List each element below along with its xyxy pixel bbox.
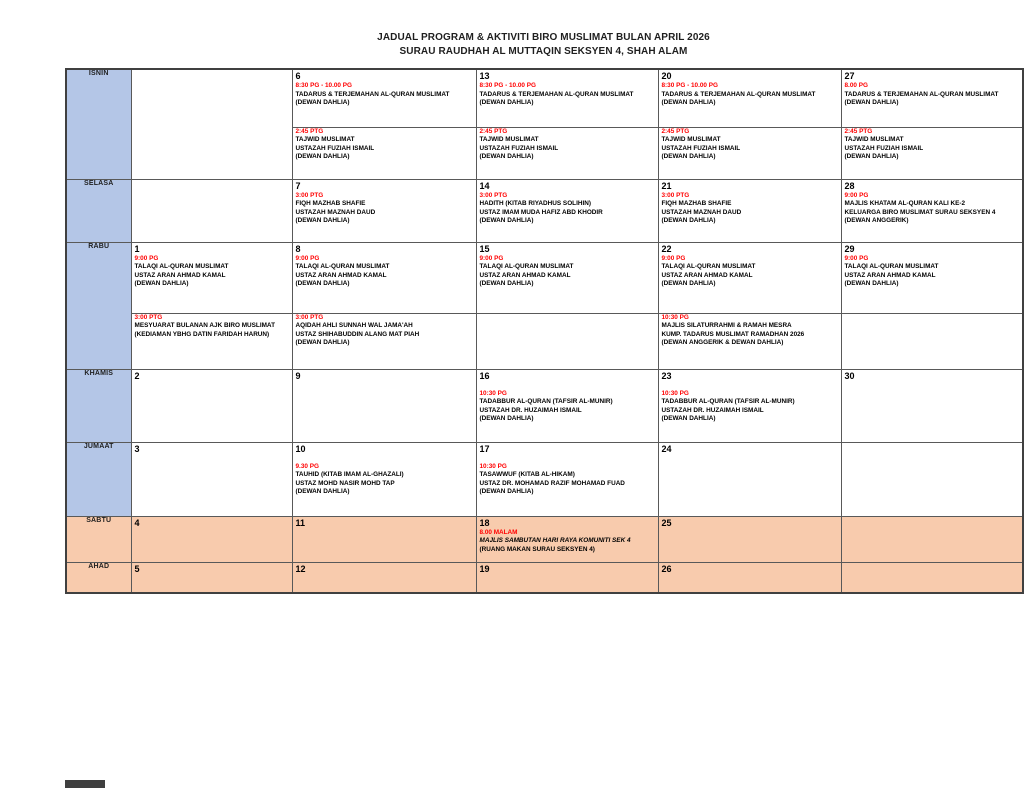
date-number: 14 — [479, 180, 490, 191]
date-number: 1 — [134, 243, 140, 254]
event-text-line: (DEWAN DAHLIA) — [479, 488, 534, 496]
event-text-line: MAJLIS SILATURRAHMI & RAMAH MESRA — [661, 322, 792, 330]
calendar-cell — [476, 562, 658, 593]
event-text-line: TALAQI AL-QURAN MUSLIMAT — [295, 263, 390, 271]
calendar-cell — [476, 242, 658, 313]
event-text-line: USTAZ DR. MOHAMAD RAZIF MOHAMAD FUAD — [479, 479, 625, 487]
event-time: 3:00 PTG — [134, 313, 163, 321]
calendar-cell — [292, 242, 476, 313]
event-time: 10:30 PG — [661, 389, 689, 397]
date-number: 21 — [661, 180, 672, 191]
event-text-line: (DEWAN DAHLIA) — [844, 99, 899, 107]
event-text-line: KELUARGA BIRO MUSLIMAT SURAU SEKSYEN 4 — [844, 208, 996, 216]
event-text-line: USTAZ MOHD NASIR MOHD TAP — [295, 479, 395, 487]
date-number: 23 — [661, 370, 672, 381]
event-text-line: (DEWAN DAHLIA) — [661, 217, 716, 225]
event-text-line: TAJWID MUSLIMAT — [844, 136, 904, 144]
date-number: 12 — [295, 563, 306, 574]
date-number: 3 — [134, 443, 140, 454]
event-text-line: TADARUS & TERJEMAHAN AL-QURAN MUSLIMAT — [844, 90, 999, 98]
event-text-line: USTAZAH MAZNAH DAUD — [295, 208, 376, 216]
calendar-cell — [658, 313, 841, 369]
date-number: 13 — [479, 71, 490, 81]
date-number: 11 — [295, 517, 306, 528]
calendar-cell — [131, 69, 292, 179]
date-number: 24 — [661, 443, 672, 454]
event-text-line: (DEWAN DAHLIA) — [479, 415, 534, 423]
event-time: 3:00 PTG — [295, 313, 324, 321]
event-block — [662, 314, 838, 348]
date-number: 18 — [479, 517, 490, 528]
event-text-line: (DEWAN DAHLIA) — [134, 280, 189, 288]
event-time: 2:45 PTG — [661, 127, 690, 135]
event-text-line: (DEWAN DAHLIA) — [844, 280, 899, 288]
event-text-line: (DEWAN DAHLIA) — [295, 99, 350, 107]
calendar-cell — [131, 179, 292, 242]
event-text-line: (DEWAN DAHLIA) — [661, 280, 716, 288]
bottom-edge-artifact — [65, 780, 105, 788]
date-number: 15 — [479, 243, 490, 254]
event-block — [845, 82, 1020, 108]
event-block — [480, 463, 655, 497]
event-block — [662, 82, 838, 108]
event-text-line: FIQH MAZHAB SHAFIE — [661, 200, 732, 208]
date-number: 17 — [479, 443, 490, 454]
event-block — [662, 128, 838, 162]
event-text-line: (DEWAN DAHLIA) — [479, 99, 534, 107]
event-block — [480, 529, 655, 555]
event-text-line: (DEWAN DAHLIA) — [295, 280, 350, 288]
date-number: 20 — [661, 71, 672, 81]
event-text-line: KUMP. TADARUS MUSLIMAT RAMADHAN 2026 — [661, 330, 805, 338]
event-text-line: HADITH (KITAB RIYADHUS SOLIHIN) — [479, 200, 591, 208]
event-time: 3:00 PTG — [479, 191, 508, 199]
date-number: 2 — [134, 370, 140, 381]
date-number: 30 — [844, 370, 855, 381]
event-time: 8:30 PG - 10.00 PG — [479, 82, 536, 89]
event-text-line: USTAZ SHIHABUDDIN ALANG MAT PIAH — [295, 330, 420, 338]
event-text-line: (DEWAN DAHLIA) — [479, 153, 534, 161]
calendar-cell — [476, 179, 658, 242]
calendar-cell — [292, 313, 476, 369]
calendar-cell — [658, 69, 841, 127]
calendar-cell — [658, 562, 841, 593]
event-time: 9:00 PG — [661, 254, 686, 262]
calendar-cell — [292, 516, 476, 562]
event-text-line: (DEWAN DAHLIA) — [479, 280, 534, 288]
calendar-cell — [292, 369, 476, 442]
event-block — [662, 390, 838, 424]
event-text-line: TAJWID MUSLIMAT — [479, 136, 539, 144]
title-line-2: SURAU RAUDHAH AL MUTTAQIN SEKSYEN 4, SHAH ALAM — [399, 45, 688, 57]
date-number: 26 — [661, 563, 672, 574]
event-time: 2:45 PTG — [295, 127, 324, 135]
title-line-1: JADUAL PROGRAM & AKTIVITI BIRO MUSLIMAT BULAN APRIL 2026 — [377, 32, 710, 43]
event-text-line: USTAZAH MAZNAH DAUD — [661, 208, 742, 216]
calendar-cell — [658, 369, 841, 442]
event-text-line: TAJWID MUSLIMAT — [661, 136, 721, 144]
calendar-cell — [658, 242, 841, 313]
event-text-line: (DEWAN DAHLIA) — [295, 153, 350, 161]
event-text-line: TADABBUR AL-QURAN (TAFSIR AL-MUNIR) — [661, 398, 795, 406]
calendar-cell — [476, 127, 658, 179]
event-text-line: USTAZ ARAN AHMAD KAMAL — [844, 271, 936, 279]
calendar-cell — [658, 516, 841, 562]
day-label-sabtu: SABTU — [66, 516, 131, 562]
event-time: 9:00 PG — [134, 254, 159, 262]
event-block — [296, 128, 473, 162]
date-number: 6 — [295, 71, 301, 81]
event-time: 8:30 PG - 10.00 PG — [661, 82, 718, 89]
event-text-line: TADARUS & TERJEMAHAN AL-QURAN MUSLIMAT — [295, 90, 450, 98]
schedule-table — [65, 68, 1024, 594]
calendar-cell — [131, 369, 292, 442]
date-number: 25 — [661, 517, 672, 528]
event-block — [135, 314, 289, 340]
event-text-line: TASAWWUF (KITAB AL-HIKAM) — [479, 471, 575, 479]
calendar-cell — [658, 442, 841, 516]
event-text-line: (DEWAN DAHLIA) — [295, 488, 350, 496]
event-text-line: (DEWAN DAHLIA) — [295, 339, 350, 347]
event-text-line: MAJLIS KHATAM AL-QURAN KALI KE-2 — [844, 200, 966, 208]
calendar-cell — [131, 442, 292, 516]
date-number: 10 — [295, 443, 306, 454]
event-text-line: AQIDAH AHLI SUNNAH WAL JAMA'AH — [295, 322, 413, 330]
event-text-line: TAJWID MUSLIMAT — [295, 136, 355, 144]
event-block — [480, 390, 655, 424]
day-label-rabu: RABU — [66, 242, 131, 369]
day-label-selasa: SELASA — [66, 179, 131, 242]
day-label-isnin: ISNIN — [66, 69, 131, 179]
event-time: 3:00 PTG — [661, 191, 690, 199]
event-block — [662, 255, 838, 289]
event-time: 8.00 PG — [844, 82, 868, 89]
calendar-cell — [841, 369, 1023, 442]
calendar-cell — [841, 313, 1023, 369]
calendar-cell — [476, 369, 658, 442]
event-text-line: FIQH MAZHAB SHAFIE — [295, 200, 366, 208]
event-text-line: TALAQI AL-QURAN MUSLIMAT — [479, 263, 574, 271]
event-block — [480, 82, 655, 108]
day-label-jumaat: JUMAAT — [66, 442, 131, 516]
event-text-line: USTAZAH DR. HUZAIMAH ISMAIL — [479, 406, 582, 414]
calendar-cell — [841, 562, 1023, 593]
event-text-line: (DEWAN DAHLIA) — [479, 217, 534, 225]
date-number: 29 — [844, 243, 855, 254]
calendar-cell — [476, 516, 658, 562]
event-block — [296, 463, 473, 497]
calendar-cell — [476, 442, 658, 516]
event-text-line: USTAZAH FUZIAH ISMAIL — [479, 144, 559, 152]
event-block — [845, 128, 1020, 162]
calendar-cell — [131, 313, 292, 369]
event-text-line: MAJLIS SAMBUTAN HARI RAYA KOMUNITI SEK 4 — [479, 537, 631, 545]
calendar-cell — [292, 562, 476, 593]
calendar-cell — [292, 179, 476, 242]
date-number: 19 — [479, 563, 490, 574]
event-text-line: USTAZ ARAN AHMAD KAMAL — [661, 271, 753, 279]
event-time: 9:00 PG — [479, 254, 504, 262]
calendar-cell — [658, 179, 841, 242]
event-time: 10:30 PG — [661, 313, 689, 321]
calendar-cell — [476, 69, 658, 127]
event-block — [845, 192, 1020, 226]
calendar-cell — [841, 179, 1023, 242]
date-number: 5 — [134, 563, 140, 574]
date-number: 9 — [295, 370, 301, 381]
calendar-cell — [841, 442, 1023, 516]
event-text-line: USTAZAH FUZIAH ISMAIL — [295, 144, 375, 152]
event-block — [296, 82, 473, 108]
date-number: 16 — [479, 370, 490, 381]
event-text-line: TADARUS & TERJEMAHAN AL-QURAN MUSLIMAT — [479, 90, 634, 98]
calendar-cell — [658, 127, 841, 179]
calendar-cell — [841, 127, 1023, 179]
date-number: 27 — [844, 71, 855, 81]
calendar-cell — [131, 562, 292, 593]
event-text-line: MESYUARAT BULANAN AJK BIRO MUSLIMAT — [134, 322, 275, 330]
event-time: 2:45 PTG — [479, 127, 508, 135]
date-number: 8 — [295, 243, 301, 254]
event-time: 9:00 PG — [844, 191, 869, 199]
calendar-cell — [131, 516, 292, 562]
calendar-cell — [841, 516, 1023, 562]
day-label-ahad: AHAD — [66, 562, 131, 593]
event-block — [135, 255, 289, 289]
event-text-line: (DEWAN DAHLIA) — [661, 415, 716, 423]
event-text-line: (KEDIAMAN YBHG DATIN FARIDAH HARUN) — [134, 330, 270, 338]
event-text-line: (DEWAN ANGGERIK) — [844, 217, 909, 225]
event-block — [480, 192, 655, 226]
date-number: 22 — [661, 243, 672, 254]
calendar-cell — [292, 69, 476, 127]
event-block — [296, 255, 473, 289]
event-text-line: TALAQI AL-QURAN MUSLIMAT — [661, 263, 756, 271]
date-number: 28 — [844, 180, 855, 191]
event-time: 9:00 PG — [295, 254, 320, 262]
event-text-line: (DEWAN ANGGERIK & DEWAN DAHLIA) — [661, 339, 784, 347]
date-number: 4 — [134, 517, 140, 528]
event-time: 10:30 PG — [479, 389, 507, 397]
event-text-line: USTAZAH FUZIAH ISMAIL — [661, 144, 741, 152]
event-block — [296, 314, 473, 348]
calendar-cell — [841, 69, 1023, 127]
event-text-line: (RUANG MAKAN SURAU SEKSYEN 4) — [479, 545, 595, 553]
event-text-line: USTAZ ARAN AHMAD KAMAL — [295, 271, 387, 279]
calendar-cell — [131, 242, 292, 313]
calendar-cell — [292, 442, 476, 516]
day-label-khamis: KHAMIS — [66, 369, 131, 442]
event-block — [296, 192, 473, 226]
document-title — [65, 31, 1022, 58]
event-block — [480, 255, 655, 289]
event-time: 8:30 PG - 10.00 PG — [295, 82, 352, 89]
event-text-line: TADARUS & TERJEMAHAN AL-QURAN MUSLIMAT — [661, 90, 816, 98]
event-time: 9:00 PG — [844, 254, 869, 262]
event-text-line: TALAQI AL-QURAN MUSLIMAT — [134, 263, 229, 271]
event-text-line: USTAZAH FUZIAH ISMAIL — [844, 144, 924, 152]
event-block — [480, 128, 655, 162]
event-time: 2:45 PTG — [844, 127, 873, 135]
event-text-line: (DEWAN DAHLIA) — [661, 153, 716, 161]
event-text-line: TADABBUR AL-QURAN (TAFSIR AL-MUNIR) — [479, 398, 613, 406]
calendar-cell — [292, 127, 476, 179]
calendar-cell — [476, 313, 658, 369]
event-text-line: (DEWAN DAHLIA) — [844, 153, 899, 161]
calendar-cell — [841, 242, 1023, 313]
event-block — [845, 255, 1020, 289]
event-time: 10:30 PG — [479, 462, 507, 470]
event-text-line: (DEWAN DAHLIA) — [661, 99, 716, 107]
event-text-line: USTAZ ARAN AHMAD KAMAL — [134, 271, 226, 279]
event-time: 8.00 MALAM — [479, 528, 518, 536]
event-text-line: TAUHID (KITAB IMAM AL-GHAZALI) — [295, 471, 404, 479]
event-time: 3:00 PTG — [295, 191, 324, 199]
event-text-line: TALAQI AL-QURAN MUSLIMAT — [844, 263, 939, 271]
event-text-line: USTAZ IMAM MUDA HAFIZ ABD KHODIR — [479, 208, 603, 216]
event-text-line: USTAZ ARAN AHMAD KAMAL — [479, 271, 571, 279]
event-text-line: (DEWAN DAHLIA) — [295, 217, 350, 225]
date-number: 7 — [295, 180, 301, 191]
event-block — [662, 192, 838, 226]
event-text-line: USTAZAH DR. HUZAIMAH ISMAIL — [661, 406, 764, 414]
event-time: 9.30 PG — [295, 462, 319, 470]
